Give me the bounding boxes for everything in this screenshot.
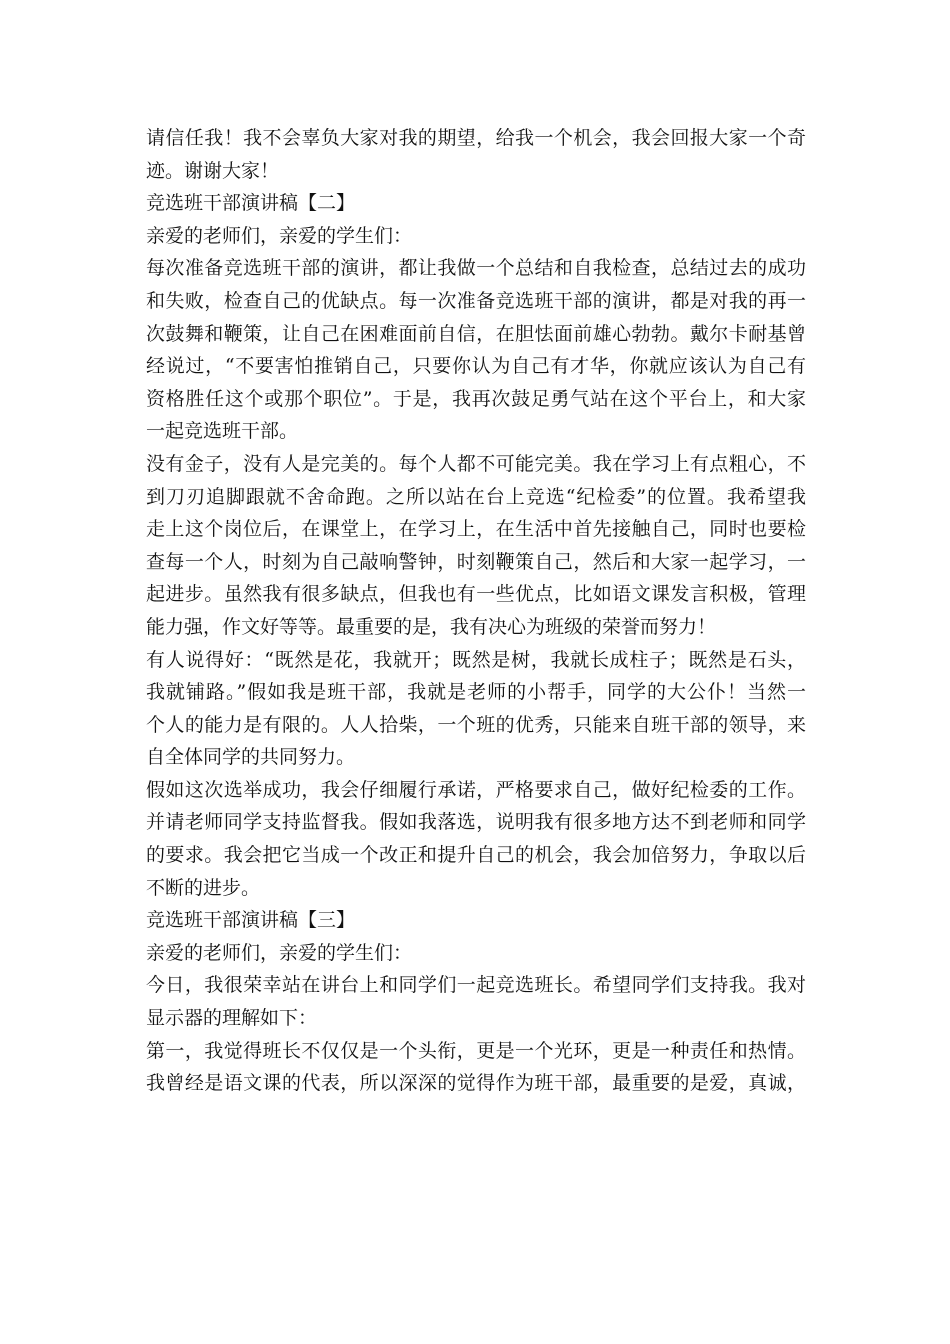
text-line: 并请老师同学支持监督我。假如我落选，说明我有很多地方达不到老师和同学 xyxy=(146,811,806,834)
text-line: 经说过，“不要害怕推销自己，只要你认为自己有才华，你就应该认为自己有 xyxy=(146,355,806,378)
text-line: 的要求。我会把它当成一个改正和提升自己的机会，我会加倍努力，争取以后 xyxy=(146,844,806,867)
text-line: 起进步。虽然我有很多缺点，但我也有一些优点，比如语文课发言积极，管理 xyxy=(146,583,806,606)
text-line: 亲爱的老师们，亲爱的学生们： xyxy=(146,224,413,247)
text-line: 不断的进步。 xyxy=(146,876,261,899)
text-line: 一起竞选班干部。 xyxy=(146,420,299,443)
text-line: 我就铺路。”假如我是班干部，我就是老师的小帮手，同学的大公仆！当然一 xyxy=(146,681,806,704)
text-line: 亲爱的老师们，亲爱的学生们： xyxy=(146,941,413,964)
text-line: 竞选班干部演讲稿【三】 xyxy=(146,909,356,932)
text-line: 和失败，检查自己的优缺点。每一次准备竞选班干部的演讲，都是对我的再一 xyxy=(146,289,806,312)
text-line: 有人说得好：“既然是花，我就开；既然是树，我就长成柱子；既然是石头， xyxy=(146,648,806,671)
text-line: 今日，我很荣幸站在讲台上和同学们一起竞选班长。希望同学们支持我。我对 xyxy=(146,974,806,997)
text-line: 显示器的理解如下： xyxy=(146,1007,318,1030)
text-line: 次鼓舞和鞭策，让自己在困难面前自信，在胆怯面前雄心勃勃。戴尔卡耐基曾 xyxy=(146,322,806,345)
text-line: 第一，我觉得班长不仅仅是一个头衔，更是一个光环，更是一种责任和热情。 xyxy=(146,1039,806,1062)
text-line: 到刀刃追脚跟就不舍命跑。之所以站在台上竞选“纪检委”的位置。我希望我 xyxy=(146,485,806,508)
text-line: 假如这次选举成功，我会仔细履行承诺，严格要求自己，做好纪检委的工作。 xyxy=(146,778,806,801)
document-body xyxy=(146,122,806,1100)
text-line: 走上这个岗位后，在课堂上，在学习上，在生活中首先接触自己，同时也要检 xyxy=(146,518,806,541)
text-line: 迹。谢谢大家！ xyxy=(146,159,280,182)
text-line: 查每一个人，时刻为自己敲响警钟，时刻鞭策自己，然后和大家一起学习，一 xyxy=(146,550,806,573)
text-line: 能力强，作文好等等。最重要的是，我有决心为班级的荣誉而努力！ xyxy=(146,615,717,638)
text-line: 资格胜任这个或那个职位”。于是，我再次鼓足勇气站在这个平台上，和大家 xyxy=(146,387,806,410)
text-line: 请信任我！我不会辜负大家对我的期望，给我一个机会，我会回报大家一个奇 xyxy=(146,127,806,149)
text-line: 竞选班干部演讲稿【二】 xyxy=(146,192,356,215)
text-line: 每次准备竞选班干部的演讲，都让我做一个总结和自我检查，总结过去的成功 xyxy=(146,257,806,280)
text-line: 没有金子，没有人是完美的。每个人都不可能完美。我在学习上有点粗心，不 xyxy=(146,452,806,475)
text-line: 个人的能力是有限的。人人拾柴，一个班的优秀，只能来自班干部的领导，来 xyxy=(146,713,806,736)
text-line: 我曾经是语文课的代表，所以深深的觉得作为班干部，最重要的是爱，真诚， xyxy=(146,1072,806,1095)
text-line: 自全体同学的共同努力。 xyxy=(146,746,356,769)
